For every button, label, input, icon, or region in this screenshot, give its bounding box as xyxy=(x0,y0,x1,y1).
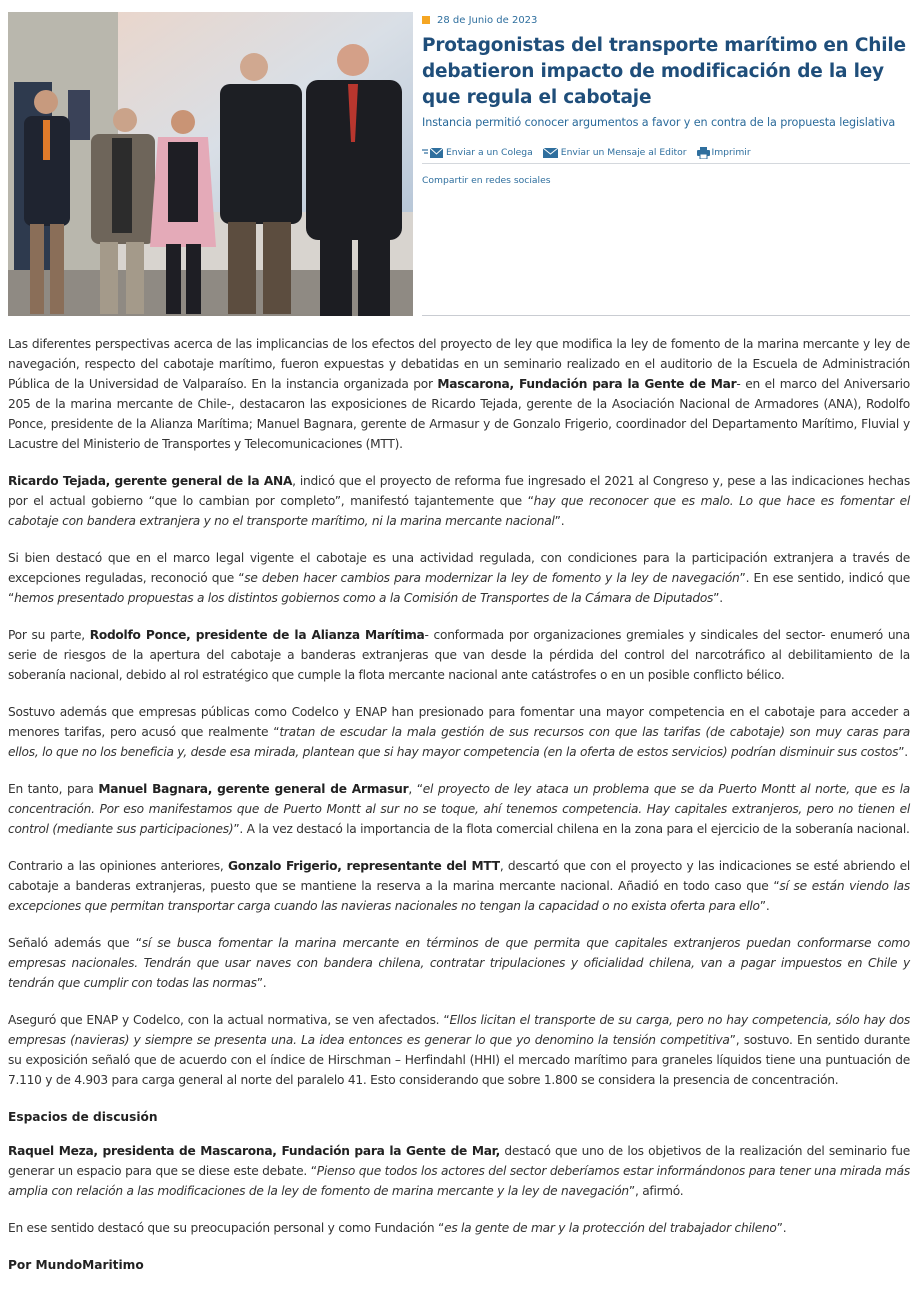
article-photo xyxy=(8,12,413,316)
printer-icon xyxy=(697,147,710,159)
paragraph: Señaló además que “sí se busca fomentar la marina mercante en términos de que permita que capitales extranjeros puedan conformarse como empresas nacionales. Tendrán que usar naves con bandera chilena, contratar tripulaciones y oficialidad chilena, van a pagar impuestos en Chile y tendrán que cumplir con todas las normas”. xyxy=(8,936,911,990)
bold-name: Manuel Bagnara, gerente general de Armasur xyxy=(98,782,409,796)
paragraph: Sostuvo además que empresas públicas como Codelco y ENAP han presionado para fomentar una mayor competencia en el cabotaje para acceder a menores tarifas, pero acusó que realmente “tratan de escudar la mala gestión de sus recursos con que las tarifas (de cabotaje) son muy caras para ellos, lo que no los beneficia y, desde esa mirada, plantean que si hay mayor competencia (en la oferta de estos servicios) podrían disminuir sus costos”. xyxy=(8,705,910,759)
send-colleague-link[interactable] xyxy=(422,147,533,159)
article-toolbar xyxy=(422,146,910,164)
article-info xyxy=(422,12,910,316)
bold-name: Ricardo Tejada, gerente general de la ANA xyxy=(8,474,293,488)
article-byline: Por MundoMaritimo xyxy=(8,1258,144,1272)
article-header xyxy=(8,12,910,316)
quote: Ellos licitan el transporte de su carga, pero no hay competencia, sólo hay dos empresas (navieras) y siempre se presenta una. La idea entonces es generar lo que yo denomino la tensión competitiva xyxy=(8,1013,910,1047)
quote: tratan de escudar la mala gestión de sus recursos con que las tarifas (de cabotaje) son muy caras para ellos, lo que no los beneficia y, desde esa mirada, plantean que si hay mayor competencia (en la oferta de estos servicios) podrían disminuir sus costos xyxy=(8,725,910,759)
seminar-group-photo xyxy=(8,12,413,316)
paragraph: En ese sentido destacó que su preocupación personal y como Fundación “es la gente de mar y la protección del trabajador chileno”. xyxy=(8,1221,787,1235)
paragraph: Raquel Meza, presidenta de Mascarona, Fundación para la Gente de Mar, destacó que uno de los objetivos de la realización del seminario fue generar un espacio para que se diese este debate. “Pienso que todos los actores del sector deberíamos estar informándonos para tener una mirada más amplia con relación a las modificaciones de la ley de fomento de marina mercante y la ley de navegación”, afirmó. xyxy=(8,1144,910,1198)
article-date: 28 de Junio de 2023 xyxy=(437,14,538,26)
bold-name: Rodolfo Ponce, presidente de la Alianza Marítima xyxy=(89,628,425,642)
quote: el proyecto de ley ataca un problema que se da Puerto Montt al norte, que es la concentración. Por eso manifestamos que de Puerto Montt al sur no se toque, ahí tenemos competencia. Hay capitales extranjeros, pero no tienen el control (mediante sus participaciones) xyxy=(8,782,910,836)
print-label: Imprimir xyxy=(711,147,751,158)
paragraph: Contrario a las opiniones anteriores, Gonzalo Frigerio, representante del MTT, descartó que con el proyecto y las indicaciones se esté abriendo el cabotaje a banderas extranjeras, puesto que se mantiene la reserva a la marina mercante nacional. Añadió en todo caso que “sí se están viendo las excepciones que permitan transportar carga cuando las navieras nacionales no tengan la capacidad o no exista oferta para ello”. xyxy=(8,859,910,913)
paragraph: Ricardo Tejada, gerente general de la ANA, indicó que el proyecto de reforma fue ingresado el 2021 al Congreso y, pese a las indicaciones hechas por el actual gobierno “que lo cambian por completo”, manifestó tajantemente que “hay que reconocer que es malo. Lo que hace es fomentar el cabotaje con bandera extranjera y no el transporte marítimo, ni la marina mercante nacional”. xyxy=(8,474,910,528)
send-colleague-label: Enviar a un Colega xyxy=(446,147,533,158)
quote: hemos presentado propuestas a los distintos gobiernos como a la Comisión de Transportes de la Cámara de Diputados xyxy=(14,591,714,605)
article-subtitle: Instancia permitió conocer argumentos a favor y en contra de la propuesta legislativa xyxy=(422,116,896,129)
bold-name: Gonzalo Frigerio, representante del MTT xyxy=(227,859,500,873)
quote: es la gente de mar y la protección del trabajador chileno xyxy=(444,1221,777,1235)
quote: se deben hacer cambios para modernizar la ley de fomento y la ley de navegación xyxy=(244,571,740,585)
date-marker-icon xyxy=(422,16,430,24)
quote: hay que reconocer que es malo. Lo que hace es fomentar el cabotaje con bandera extranjera y no el transporte marítimo, ni la marina mercante nacional xyxy=(8,494,910,528)
envelope-icon xyxy=(543,147,559,159)
bold-name: Mascarona, Fundación para la Gente de Mar xyxy=(437,377,737,391)
date-row xyxy=(422,12,910,28)
paragraph: En tanto, para Manuel Bagnara, gerente general de Armasur, “el proyecto de ley ataca un problema que se da Puerto Montt al norte, que es la concentración. Por eso manifestamos que de Puerto Montt al sur no se toque, ahí tenemos competencia. Hay capitales extranjeros, pero no tienen el control (mediante sus participaciones)”. A la vez destacó la importancia de la flota comercial chilena en la zona para el ejercicio de la soberanía nacional. xyxy=(8,782,910,836)
send-colleague-icon xyxy=(422,147,444,159)
send-editor-link[interactable] xyxy=(543,147,687,159)
paragraph: Las diferentes perspectivas acerca de las implicancias de los efectos del proyecto de ley que modifica la ley de fomento de la marina mercante y ley de navegación, respecto del cabotaje marítimo, fueron expuestas y debatidas en un seminario realizado en el auditorio de la Escuela de Administración Pública de la Universidad de Valparaíso. En la instancia organizada por Mascarona, Fundación para la Gente de Mar- en el marco del Aniversario 205 de la marina mercante de Chile-, destacaron las exposiciones de Ricardo Tejada, gerente de la Asociación Nacional de Armadores (ANA), Rodolfo Ponce, presidente de la Alianza Marítima; Manuel Bagnara, gerente de Armasur y de Gonzalo Frigerio, coordinador del Departamento Marítimo, Fluvial y Lacustre del Ministerio de Transportes y Telecomunicaciones (MTT). xyxy=(8,337,911,451)
paragraph: Aseguró que ENAP y Codelco, con la actual normativa, se ven afectados. “Ellos licitan el transporte de su carga, pero no hay competencia, sólo hay dos empresas (navieras) y siempre se presenta una. La idea entonces es generar lo que yo denomino la tensión competitiva”, sostuvo. En sentido durante su exposición señaló que de acuerdo con el índice de Hirschman – Herfindahl (HHI) el mercado marítimo para graneles líquidos tiene una puntuación de 7.110 y de 4.903 para carga general al norte del paralelo 41. Esto considerando que sobre 1.800 se considera la presencia de concentración. xyxy=(8,1013,911,1087)
paragraph: Si bien destacó que en el marco legal vigente el cabotaje es una actividad regulada, con condiciones para la participación extranjera a través de excepciones reguladas, reconoció que “se deben hacer cambios para modernizar la ley de fomento y la ley de navegación”. En ese sentido, indicó que “hemos presentado propuestas a los distintos gobiernos como a la Comisión de Transportes de la Cámara de Diputados”. xyxy=(8,551,910,605)
quote: sí se están viendo las excepciones que permitan transportar carga cuando las navieras nacionales no tengan la capacidad o no exista oferta para ello xyxy=(8,879,910,913)
send-editor-label: Enviar un Mensaje al Editor xyxy=(560,147,687,158)
paragraph: Por su parte, Rodolfo Ponce, presidente de la Alianza Marítima- conformada por organizaciones gremiales y sindicales del sector- enumeró una serie de riesgos de la apertura del cabotaje a banderas extranjeras que van desde la pérdida del control del narcotráfico al debilitamiento de la soberanía nacional, debido al rol estratégico que cumple la flota mercante nacional ante catástrofes o en un posible conflicto bélico. xyxy=(8,628,910,682)
print-link[interactable] xyxy=(697,147,751,159)
article-body xyxy=(8,334,910,1289)
quote: Pienso que todos los actores del sector deberíamos estar informándonos para tener una mirada más amplia con relación a las modificaciones de la ley de fomento de marina mercante y la ley de navegación xyxy=(8,1164,910,1198)
article-title: Protagonistas del transporte marítimo en Chile debatieron impacto de modificación de la ley que regula el cabotaje xyxy=(422,35,906,108)
quote: sí se busca fomentar la marina mercante en términos de que permita que capitales extranjeros puedan conformarse como empresas nacionales. Tendrán que usar naves con bandera chilena, contratar tripulaciones y oficialidad chilena, van a pagar impuestos en Chile y tendrán que cumplir con todas las normas xyxy=(8,936,911,990)
bold-name: Raquel Meza, presidenta de Mascarona, Fundación para la Gente de Mar, xyxy=(8,1144,501,1158)
share-social-link[interactable]: Compartir en redes sociales xyxy=(422,175,551,186)
section-heading: Espacios de discusión xyxy=(8,1110,158,1124)
